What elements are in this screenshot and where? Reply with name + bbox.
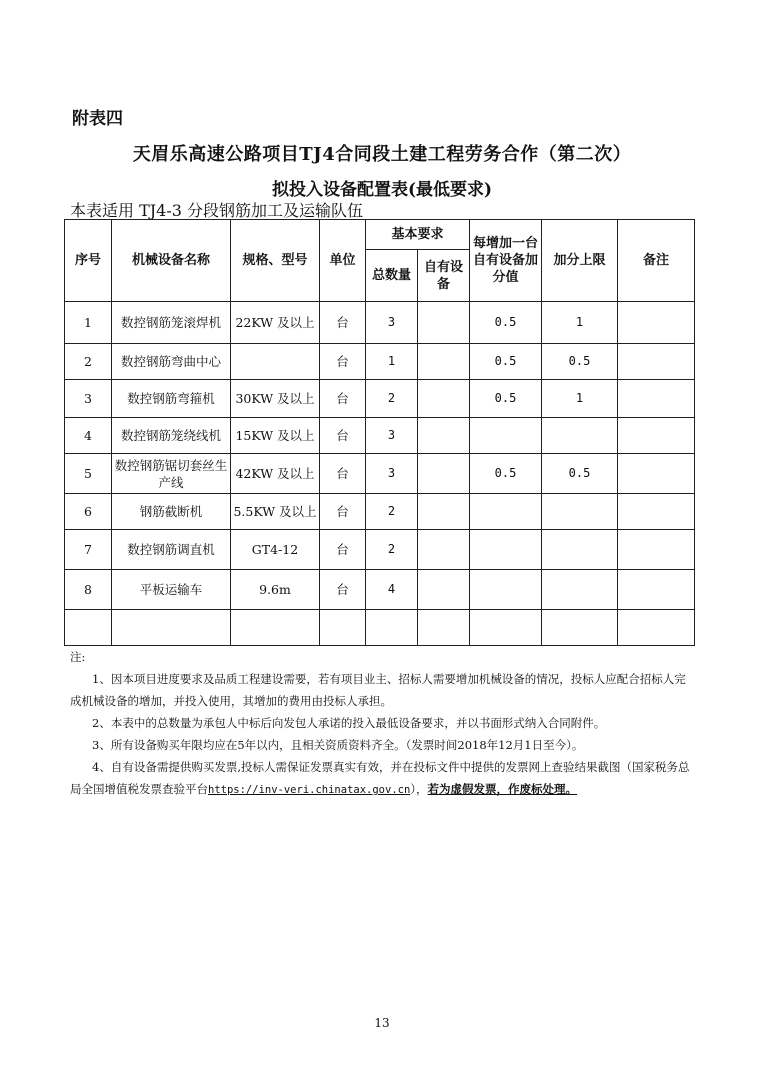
table-row (65, 454, 695, 494)
cell-remark (618, 380, 695, 418)
cell-no: 5 (65, 454, 112, 494)
cell-equipment-name: 数控钢筋弯曲中心 (112, 344, 231, 380)
page-number: 13 (374, 1016, 390, 1030)
table-row (65, 494, 695, 530)
cell-total-qty: 2 (366, 380, 418, 418)
note-3: 3、所有设备购买年限均应在5年以内，且相关资质资料齐全。（发票时间2018年12月1日至今）。 (92, 738, 584, 752)
cell-equipment-name: 平板运输车 (112, 570, 231, 610)
cell-unit: 台 (320, 454, 366, 494)
cell-empty (470, 610, 542, 646)
table-row (65, 418, 695, 454)
header-name: 机械设备名称 (112, 220, 231, 302)
cell-spec: 15KW 及以上 (231, 418, 320, 454)
cell-empty (112, 610, 231, 646)
document-subtitle: 拟投入设备配置表(最低要求) (271, 180, 493, 200)
note-4-separator: ）， (410, 782, 428, 796)
cell-bonus-cap (542, 530, 618, 570)
note-4-text: 4、自有设备需提供购买发票,投标人需保证发票真实有效，并在投标文件中提供的发票网上查验结果截图（国家税务总局全国增值税发票查验平台 (70, 760, 690, 796)
cell-bonus-per-unit (470, 418, 542, 454)
cell-self-owned (418, 380, 470, 418)
cell-self-owned (418, 570, 470, 610)
cell-spec: 22KW 及以上 (231, 302, 320, 344)
verification-url-link[interactable]: https://inv-veri.chinatax.gov.cn (208, 784, 411, 796)
cell-empty (231, 610, 320, 646)
cell-equipment-name: 数控钢筋锯切套丝生产线 (112, 454, 231, 494)
cell-remark (618, 570, 695, 610)
cell-empty (542, 610, 618, 646)
cell-spec: 5.5KW 及以上 (231, 494, 320, 530)
notes-section (70, 646, 696, 801)
cell-equipment-name: 数控钢筋调直机 (112, 530, 231, 570)
cell-unit: 台 (320, 494, 366, 530)
cell-empty (320, 610, 366, 646)
appendix-label: 附表四 (72, 109, 123, 129)
cell-no: 2 (65, 344, 112, 380)
cell-remark (618, 530, 695, 570)
cell-no: 7 (65, 530, 112, 570)
cell-remark (618, 494, 695, 530)
cell-bonus-per-unit: 0.5 (470, 344, 542, 380)
cell-no: 4 (65, 418, 112, 454)
cell-remark (618, 302, 695, 344)
header-unit: 单位 (320, 220, 366, 302)
note-1: 1、因本项目进度要求及品质工程建设需要，若有项目业主、招标人需要增加机械设备的情况，投标人应配合招标人完成机械设备的增加，并投入使用，其增加的费用由投标人承担。 (70, 672, 686, 708)
note-4 (70, 756, 696, 801)
cell-unit: 台 (320, 302, 366, 344)
header-remark: 备注 (618, 220, 695, 302)
cell-unit: 台 (320, 380, 366, 418)
cell-bonus-cap (542, 570, 618, 610)
cell-total-qty: 3 (366, 454, 418, 494)
cell-bonus-cap: 1 (542, 302, 618, 344)
cell-self-owned (418, 418, 470, 454)
cell-total-qty: 4 (366, 570, 418, 610)
cell-equipment-name: 数控钢筋弯箍机 (112, 380, 231, 418)
cell-spec: GT4-12 (231, 530, 320, 570)
cell-equipment-name: 钢筋截断机 (112, 494, 231, 530)
cell-no: 8 (65, 570, 112, 610)
cell-remark (618, 454, 695, 494)
cell-total-qty: 3 (366, 418, 418, 454)
cell-spec: 9.6m (231, 570, 320, 610)
cell-bonus-per-unit: 0.5 (470, 454, 542, 494)
cell-empty (65, 610, 112, 646)
cell-empty (366, 610, 418, 646)
cell-empty (418, 610, 470, 646)
table-row (65, 570, 695, 610)
applies-to-note: 本表适用 TJ4-3 分段钢筋加工及运输队伍 (70, 201, 364, 220)
cell-bonus-cap (542, 418, 618, 454)
header-total-qty: 总数量 (366, 250, 418, 302)
cell-spec (231, 344, 320, 380)
notes-label: 注: (70, 650, 86, 664)
table-row (65, 530, 695, 570)
note-4-warning: 若为虚假发票，作废标处理。 (427, 782, 578, 796)
cell-bonus-per-unit (470, 570, 542, 610)
cell-self-owned (418, 454, 470, 494)
header-bonus-per-unit: 每增加一台自有设备加分值 (470, 220, 542, 302)
cell-total-qty: 3 (366, 302, 418, 344)
table-row (65, 344, 695, 380)
table-row-empty (65, 610, 695, 646)
cell-bonus-cap: 1 (542, 380, 618, 418)
header-no: 序号 (65, 220, 112, 302)
cell-unit: 台 (320, 344, 366, 380)
cell-unit: 台 (320, 570, 366, 610)
cell-bonus-cap (542, 494, 618, 530)
cell-bonus-per-unit: 0.5 (470, 380, 542, 418)
cell-total-qty: 1 (366, 344, 418, 380)
cell-self-owned (418, 494, 470, 530)
cell-self-owned (418, 530, 470, 570)
cell-bonus-per-unit (470, 494, 542, 530)
cell-bonus-cap: 0.5 (542, 454, 618, 494)
cell-no: 3 (65, 380, 112, 418)
cell-self-owned (418, 302, 470, 344)
cell-equipment-name: 数控钢筋笼滚焊机 (112, 302, 231, 344)
table-row (65, 380, 695, 418)
cell-bonus-per-unit (470, 530, 542, 570)
note-2: 2、本表中的总数量为承包人中标后向发包人承诺的投入最低设备要求，并以书面形式纳入合同附件。 (92, 716, 606, 730)
cell-unit: 台 (320, 530, 366, 570)
cell-no: 1 (65, 302, 112, 344)
cell-total-qty: 2 (366, 494, 418, 530)
cell-unit: 台 (320, 418, 366, 454)
header-basic-requirements: 基本要求 (366, 220, 470, 250)
cell-equipment-name: 数控钢筋笼绕线机 (112, 418, 231, 454)
header-spec: 规格、型号 (231, 220, 320, 302)
cell-self-owned (418, 344, 470, 380)
cell-remark (618, 418, 695, 454)
header-bonus-cap: 加分上限 (542, 220, 618, 302)
document-title: 天眉乐高速公路项目TJ4合同段土建工程劳务合作（第二次） (132, 144, 632, 165)
table-row (65, 302, 695, 344)
cell-no: 6 (65, 494, 112, 530)
cell-spec: 30KW 及以上 (231, 380, 320, 418)
cell-remark (618, 344, 695, 380)
cell-total-qty: 2 (366, 530, 418, 570)
cell-bonus-cap: 0.5 (542, 344, 618, 380)
equipment-table (64, 219, 695, 646)
cell-spec: 42KW 及以上 (231, 454, 320, 494)
cell-empty (618, 610, 695, 646)
cell-bonus-per-unit: 0.5 (470, 302, 542, 344)
header-self-owned: 自有设备 (418, 250, 470, 302)
